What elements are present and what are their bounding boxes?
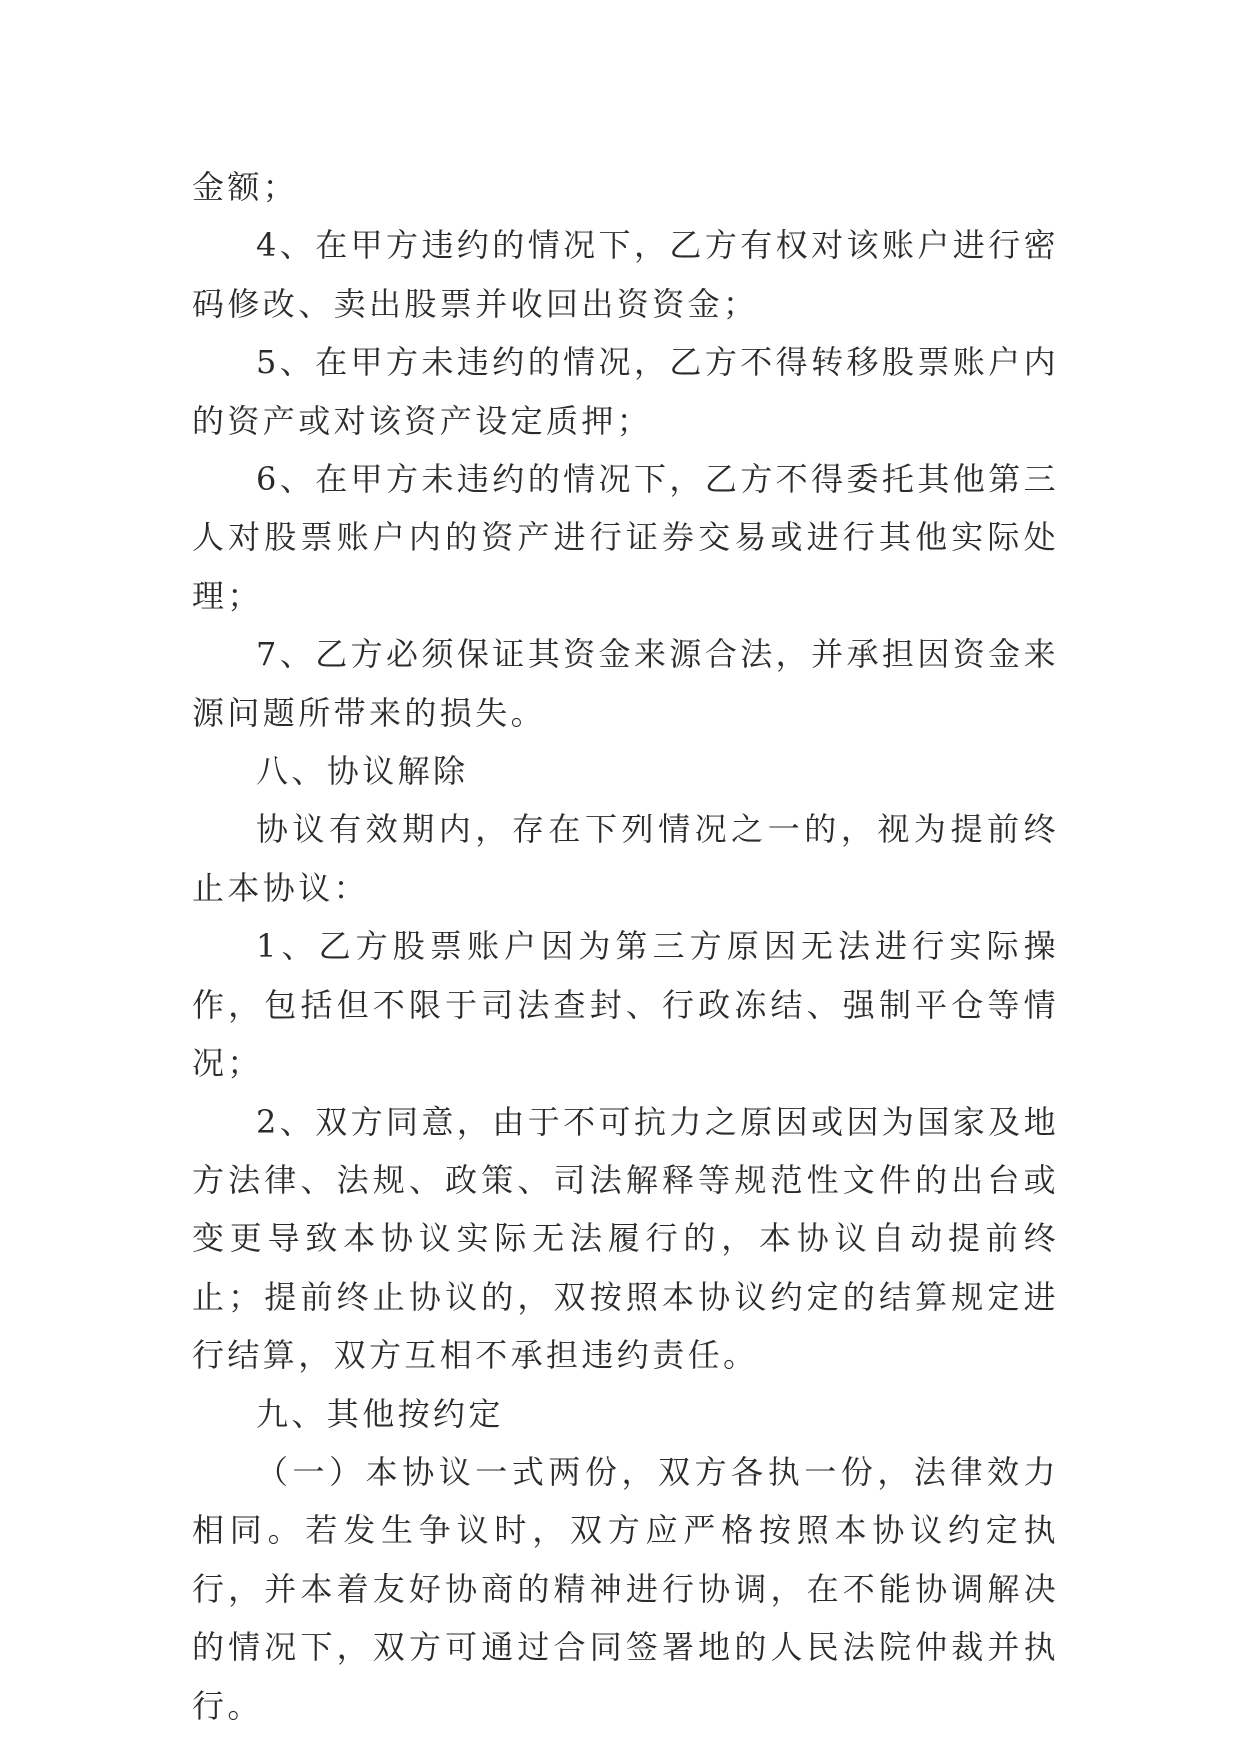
section-8-intro: 协议有效期内，存在下列情况之一的，视为提前终止本协议： [192, 810, 1059, 907]
termination-clause-1: 1、乙方股票账户因为第三方原因无法进行实际操作，包括但不限于司法查封、行政冻结、强制平仓等情况； [192, 927, 1059, 1083]
other-clause-1: （一）本协议一式两份，双方各执一份，法律效力相同。若发生争议时，双方应严格按照本协议约定执行，并本着友好协商的精神进行协调，在不能协调解决的情况下，双方可通过合同签署地的人民法院仲裁并执行。 [192, 1452, 1059, 1725]
document-body [192, 158, 1059, 1735]
section-heading-9: 九、其他按约定 [256, 1394, 504, 1433]
termination-clause-2: 2、双方同意，由于不可抗力之原因或因为国家及地方法律、法规、政策、司法解释等规范性文件的出台或变更导致本协议实际无法履行的，本协议自动提前终止；提前终止协议的，双按照本协议约定的结算规定进行结算，双方互相不承担违约责任。 [192, 1102, 1059, 1375]
clause-5: 5、在甲方未违约的情况，乙方不得转移股票账户内的资产或对该资产设定质押； [192, 343, 1059, 440]
paragraph-continuation: 金额； [192, 168, 299, 206]
clause-7: 7、乙方必须保证其资金来源合法，并承担因资金来源问题所带来的损失。 [192, 635, 1059, 732]
clause-4: 4、在甲方违约的情况下，乙方有权对该账户进行密码修改、卖出股票并收回出资资金； [192, 226, 1059, 323]
clause-6: 6、在甲方未违约的情况下，乙方不得委托其他第三人对股票账户内的资产进行证券交易或进行其他实际处理； [192, 460, 1059, 615]
section-heading-8: 八、协议解除 [256, 752, 469, 791]
